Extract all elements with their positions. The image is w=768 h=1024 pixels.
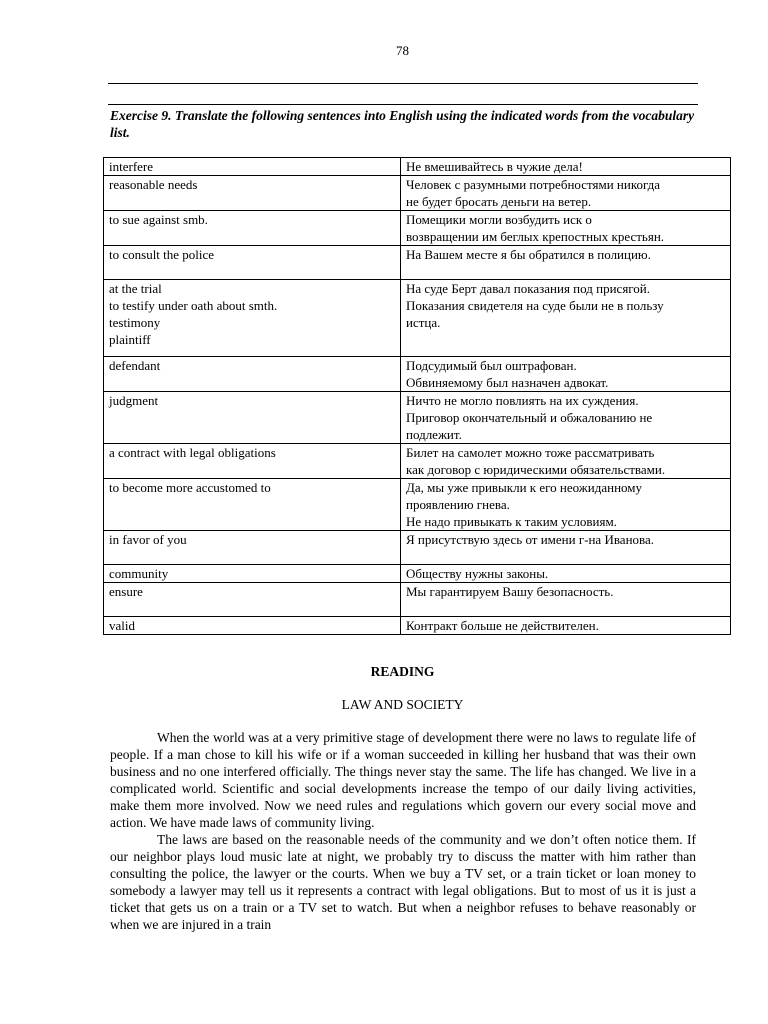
translation-line: Не надо привыкать к таким условиям. — [406, 514, 617, 529]
translation-cell — [401, 357, 731, 392]
translation-line: проявлению гнева. — [406, 497, 510, 512]
translation-line: Контракт больше не действителен. — [406, 618, 599, 633]
paragraph: When the world was at a very primitive stage of development there were no laws to regulate life of people. If a man chose to kill his wife or if a woman succeeded in killing her husband that was their own business and no one interfered officially. The things never stay the same. The life has changed. We live in a complicated world. Scientific and social developments increase the tempo of our daily living activities, make them more involved. Now we need rules and regulations which govern our every social move and action. We have made laws of community living. — [110, 730, 696, 830]
vocab-term: judgment — [109, 393, 159, 408]
header-rule-bottom — [108, 104, 698, 105]
vocab-term: to become more accustomed to — [109, 480, 271, 495]
table-row — [104, 392, 731, 444]
translation-line: Человек с разумными потребностями никогда — [406, 177, 661, 192]
vocab-term-cell — [104, 211, 401, 246]
table-row — [104, 176, 731, 211]
vocab-term: to sue against smb. — [109, 212, 208, 227]
paragraph: The laws are based on the reasonable needs of the community and we don’t often notice them. If our neighbor plays loud music late at night, we probably try to discuss the matter with him rather than consulting the police, the lawyer or the courts. When we buy a TV set, or a train ticket or loan money to somebody a lawyer may tell us it represents a contract with legal obligations. But to most of us it is just a ticket that gets us on a train or a TV set to watch. But when a neighbor refuses to behave reasonably or when we are injured in a train — [110, 832, 696, 932]
header-rule-top — [108, 83, 698, 84]
vocab-term: ensure — [109, 584, 143, 599]
table-row — [104, 444, 731, 479]
translation-cell — [401, 176, 731, 211]
vocab-term-cell — [104, 565, 401, 583]
table-row — [104, 583, 731, 617]
translation-line: Билет на самолет можно тоже рассматривать — [406, 445, 655, 460]
translation-cell — [401, 583, 731, 617]
table-row — [104, 158, 731, 176]
table-row — [104, 531, 731, 565]
table-row — [104, 246, 731, 280]
table-row — [104, 357, 731, 392]
vocab-term-cell — [104, 158, 401, 176]
vocab-term: reasonable needs — [109, 177, 198, 192]
vocab-term: plaintiff — [109, 332, 151, 347]
translation-line: Показания свидетеля на суде были не в пользу — [406, 298, 664, 313]
translation-cell — [401, 158, 731, 176]
vocab-term: valid — [109, 618, 135, 633]
translation-line: Мы гарантируем Вашу безопасность. — [406, 584, 614, 599]
translation-cell — [401, 246, 731, 280]
vocab-term: community — [109, 566, 169, 581]
article-title: LAW AND SOCIETY — [341, 697, 464, 712]
translation-line: Подсудимый был оштрафован. — [406, 358, 577, 373]
translation-cell — [401, 392, 731, 444]
translation-cell — [401, 565, 731, 583]
vocab-term: to testify under oath about smth. — [109, 298, 278, 313]
table-row — [104, 211, 731, 246]
translation-line: Ничто не могло повлиять на их суждения. — [406, 393, 639, 408]
vocab-term-cell — [104, 479, 401, 531]
vocab-term-cell — [104, 392, 401, 444]
article-body — [110, 729, 696, 933]
vocab-term-cell — [104, 617, 401, 635]
translation-line: Помещики могли возбудить иск о — [406, 212, 592, 227]
translation-line: На Вашем месте я бы обратился в полицию. — [406, 247, 651, 262]
vocab-term-cell — [104, 357, 401, 392]
vocab-term: a contract with legal obligations — [109, 445, 276, 460]
vocab-term: interfere — [109, 159, 154, 174]
vocab-term-cell — [104, 444, 401, 479]
translation-line: как договор с юридическими обязательствами. — [406, 462, 666, 477]
vocab-term: to consult the police — [109, 247, 215, 262]
translation-line: возвращении им беглых крепостных крестьян. — [406, 229, 665, 244]
translation-line: Обществу нужны законы. — [406, 566, 549, 581]
translation-line: Обвиняемому был назначен адвокат. — [406, 375, 609, 390]
translation-cell — [401, 531, 731, 565]
translation-cell — [401, 617, 731, 635]
vocab-term-cell — [104, 583, 401, 617]
section-heading: READING — [370, 664, 435, 679]
table-row — [104, 280, 731, 357]
vocab-term-cell — [104, 176, 401, 211]
vocab-term: defendant — [109, 358, 161, 373]
vocab-term-cell — [104, 280, 401, 357]
table-row — [104, 479, 731, 531]
vocab-term: at the trial — [109, 281, 162, 296]
translation-line: подлежит. — [406, 427, 462, 442]
exercise-title: Exercise 9. Translate the following sentences into English using the indicated words from the vocabulary list. — [110, 108, 695, 140]
table-row — [104, 565, 731, 583]
vocab-term: in favor of you — [109, 532, 187, 547]
translation-cell — [401, 280, 731, 357]
translation-line: истца. — [406, 315, 441, 330]
translation-line: не будет бросать деньги на ветер. — [406, 194, 592, 209]
translation-line: Приговор окончательный и обжалованию не — [406, 410, 653, 425]
page-number: 78 — [396, 43, 409, 58]
vocab-term-cell — [104, 246, 401, 280]
vocab-term-cell — [104, 531, 401, 565]
translation-line: Я присутствую здесь от имени г-на Иванова. — [406, 532, 655, 547]
translation-line: Не вмешивайтесь в чужие дела! — [406, 159, 583, 174]
vocab-term: testimony — [109, 315, 161, 330]
translation-line: Да, мы уже привыкли к его неожиданному — [406, 480, 643, 495]
table-row — [104, 617, 731, 635]
translation-cell — [401, 444, 731, 479]
vocabulary-table — [103, 157, 731, 635]
translation-line: На суде Берт давал показания под присягой. — [406, 281, 651, 296]
translation-cell — [401, 479, 731, 531]
translation-cell — [401, 211, 731, 246]
